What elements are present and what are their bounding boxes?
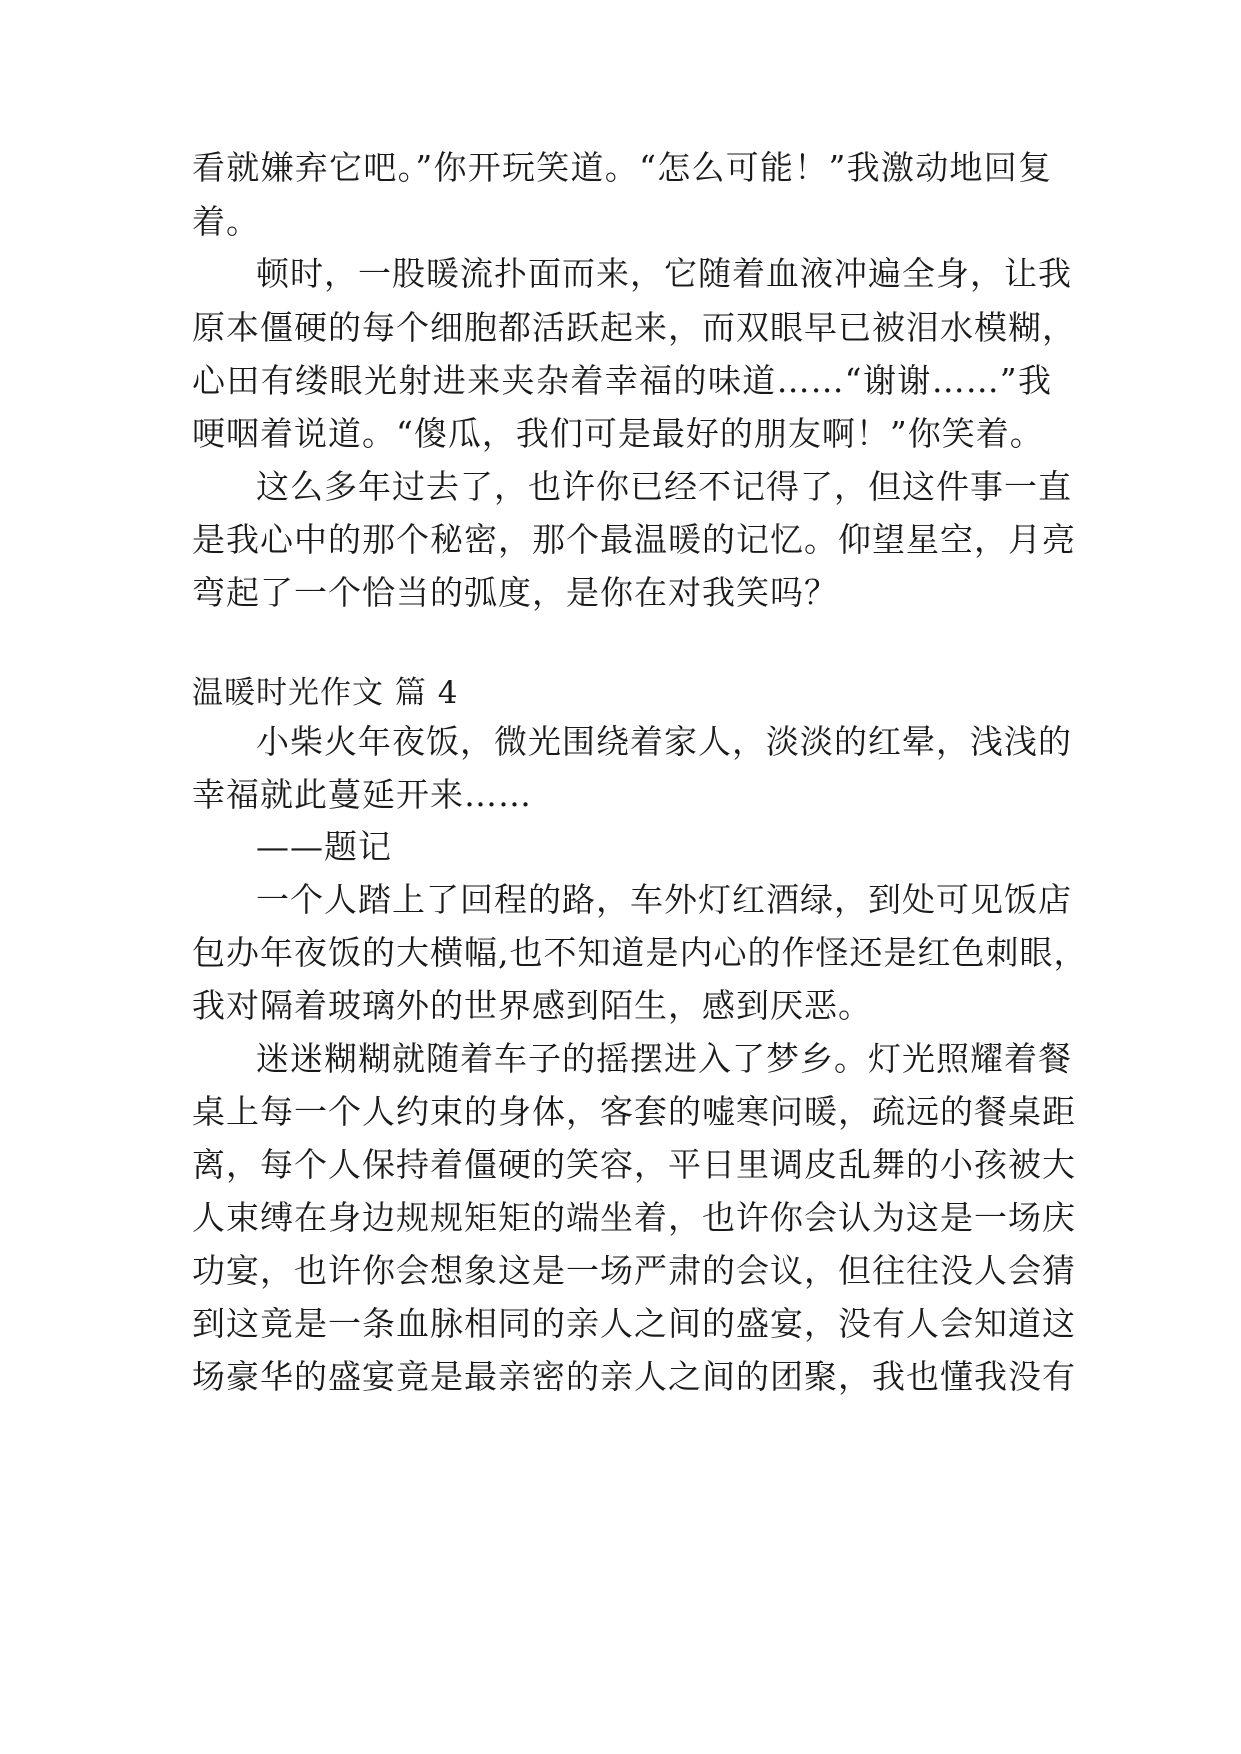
text-line: 顿时，一股暖流扑面而来，它随着血液冲遍全身，让我 [256,254,1072,293]
epigraph-attribution: ——题记 [256,827,392,866]
text-line: 着。 [192,202,260,241]
text-line: 看就嫌弃它吧。”你开玩笑道。“怎么可能！”我激动地回复 [192,148,1052,187]
text-line: 迷迷糊糊就随着车子的摇摆进入了梦乡。灯光照耀着餐 [256,1039,1072,1078]
text-line: 功宴，也许你会想象这是一场严肃的会议，但往往没人会猜 [192,1251,1076,1290]
text-line: 弯起了一个恰当的弧度，是你在对我笑吗？ [192,573,838,612]
text-line: 幸福就此蔓延开来…… [192,775,532,814]
text-line: 场豪华的盛宴竟是最亲密的亲人之间的团聚，我也懂我没有 [192,1357,1076,1396]
text-line: 哽咽着说道。“傻瓜，我们可是最好的朋友啊！”你笑着。 [192,414,1044,453]
text-line: 小柴火年夜饭，微光围绕着家人，淡淡的红晕，浅浅的 [256,722,1072,761]
text-line: 一个人踏上了回程的路，车外灯红酒绿，到处可见饭店 [256,880,1072,919]
text-line: 人束缚在身边规规矩矩的端坐着，也许你会认为这是一场庆 [192,1198,1076,1237]
text-line: 到这竟是一条血脉相同的亲人之间的盛宴，没有人会知道这 [192,1304,1076,1343]
text-line: 桌上每一个人约束的身体，客套的嘘寒问暖，疏远的餐桌距 [192,1092,1076,1131]
text-line: 心田有缕眼光射进来夹杂着幸福的味道……“谢谢……”我 [192,361,1052,400]
text-line: 我对隔着玻璃外的世界感到陌生，感到厌恶。 [192,986,872,1025]
section-heading: 温暖时光作文 篇 4 [192,675,459,711]
text-line: 原本僵硬的每个细胞都活跃起来，而双眼早已被泪水模糊， [192,308,1076,347]
text-line: 包办年夜饭的大横幅,也不知道是内心的作怪还是红色刺眼， [192,933,1088,972]
text-line: 是我心中的那个秘密，那个最温暖的记忆。仰望星空，月亮 [192,520,1076,559]
text-line: 这么多年过去了，也许你已经不记得了，但这件事一直 [256,467,1072,506]
text-line: 离，每个人保持着僵硬的笑容，平日里调皮乱舞的小孩被大 [192,1145,1076,1184]
